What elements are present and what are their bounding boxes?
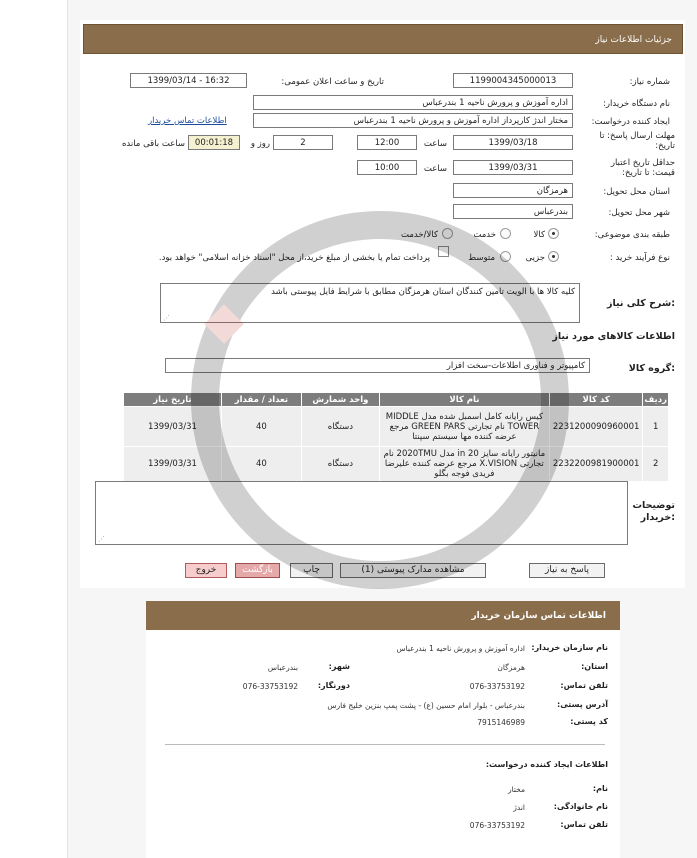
announce-datetime-label: تاریخ و ساعت اعلان عمومی: <box>281 77 384 87</box>
contact-fax-label: دورنگار: <box>317 681 350 690</box>
col-index: ردیف <box>644 394 667 405</box>
attachments-button[interactable]: مشاهده مدارک پیوستی (1) <box>340 563 486 578</box>
resize-grip-icon[interactable]: ⋰ <box>163 314 170 322</box>
goods-group-field: کامپیوتر و فناوری اطلاعات-سخت افزار <box>165 358 590 373</box>
buyer-org-field: اداره آموزش و پرورش ناحیه 1 بندرعباس <box>253 95 573 110</box>
contact-phone-value: 076-33753192 <box>469 682 525 691</box>
price-validity-date-field: 1399/03/31 <box>453 160 573 175</box>
purchase-type-label: نوع فرآیند خرید : <box>609 253 670 263</box>
days-label: روز و <box>250 139 270 149</box>
category-goods-label: کالا <box>533 230 545 240</box>
row-unit: دستگاه <box>301 447 379 482</box>
table-header-row <box>124 393 669 407</box>
deadline-date-field: 1399/03/18 <box>453 135 573 150</box>
days-remaining-field: 2 <box>273 135 333 150</box>
back-button[interactable]: بازگشت <box>235 563 280 578</box>
row-code: 2231200090960001 <box>549 407 643 447</box>
contact-org-value: اداره آموزش و پرورش ناحیه 1 بندرعباس <box>396 644 525 653</box>
category-goods-radio[interactable] <box>548 228 559 239</box>
print-button[interactable]: چاپ <box>290 563 333 578</box>
col-qty: تعداد / مقدار <box>221 393 301 407</box>
contact-city-label: شهر: <box>328 662 350 671</box>
row-date: 1399/03/31 <box>124 447 222 482</box>
goods-group-label: گروه کالا: <box>628 363 675 374</box>
row-code: 2232200981900001 <box>549 447 643 482</box>
row-unit: دستگاه <box>301 407 379 447</box>
creator-phone-value: 076-33753192 <box>469 821 525 830</box>
creator-phone-label: تلفن تماس: <box>560 820 608 829</box>
deadline-label: مهلت ارسال پاسخ: تا تاریخ: <box>599 131 675 151</box>
category-label: طبقه بندی موضوعی: <box>594 230 670 240</box>
requester-label: ایجاد کننده درخواست: <box>591 117 670 127</box>
contact-phone-label: تلفن تماس: <box>560 681 608 690</box>
page-title: جزئیات اطلاعات نیاز <box>83 24 683 54</box>
row-name: کیس رایانه کامل اسمبل شده مدل MIDDLE TOWER نام تجارتی GREEN PARS مرجع عرضه کننده مها سیستم سپنتا <box>379 407 549 447</box>
category-both-radio[interactable] <box>442 228 453 239</box>
requester-field: مختار اندژ کارپرداز اداره آموزش و پرورش ناحیه 1 بندرعباس <box>253 113 573 128</box>
creator-name-label: نام: <box>592 784 608 793</box>
row-qty: 40 <box>221 447 301 482</box>
creator-family-value: اندژ <box>513 803 525 812</box>
province-field: هرمزگان <box>453 183 573 198</box>
contact-fax-value: 076-33753192 <box>242 682 298 691</box>
contact-postal-value: 7915146989 <box>477 718 525 727</box>
col-name: نام کالا <box>379 393 549 407</box>
creator-heading: اطلاعات ایجاد کننده درخواست: <box>485 760 608 769</box>
contact-province-label: استان: <box>581 662 608 671</box>
contact-postal-label: کد پستی: <box>570 717 608 726</box>
creator-family-label: نام خانوادگی: <box>553 802 608 811</box>
time-remaining-field: 00:01:18 <box>188 135 240 150</box>
price-validity-time-field: 10:00 <box>357 160 417 175</box>
buyer-notes-field <box>95 481 628 545</box>
time-remaining-label: ساعت باقی مانده <box>121 139 185 149</box>
purchase-minor-label: جزیی <box>525 253 545 263</box>
row-index: 2 <box>643 447 669 482</box>
description-field: کلیه کالا ها با الویت تامین کنندگان استان هرمزگان مطابق با شرایط فایل پیوستی باشد <box>160 283 580 323</box>
contact-city-value: بندرعباس <box>267 663 298 672</box>
creator-name-value: مختار <box>507 785 525 794</box>
category-service-radio[interactable] <box>500 228 511 239</box>
price-validity-time-label: ساعت <box>423 164 447 174</box>
row-index: 1 <box>643 407 669 447</box>
buyer-org-label: نام دستگاه خریدار: <box>603 99 670 109</box>
buyer-notes-label: توضیحات خریدار: <box>632 500 675 523</box>
col-code: کد کالا <box>549 393 643 407</box>
resize-grip-icon[interactable]: ⋰ <box>98 535 105 543</box>
reply-button[interactable]: پاسخ به نیاز <box>529 563 605 578</box>
contact-province-value: هرمزگان <box>497 663 525 672</box>
contact-card-title: اطلاعات تماس سازمان خریدار <box>146 601 620 630</box>
goods-heading: اطلاعات کالاهای مورد نیاز <box>552 331 675 342</box>
contact-address-label: آدرس پستی: <box>557 700 608 709</box>
city-label: شهر محل تحویل: <box>608 208 670 218</box>
deadline-time-label: ساعت <box>423 139 447 149</box>
row-qty: 40 <box>221 407 301 447</box>
row-name: مانیتور رایانه سایز 20 in مدل 2020TMU نام تجارتی X.VISION مرجع عرضه کننده علیرضا فریدی فوجه بگلو <box>379 447 549 482</box>
province-label: استان محل تحویل: <box>603 187 670 197</box>
goods-table <box>123 392 669 482</box>
treasury-bonds-checkbox[interactable] <box>438 246 449 257</box>
description-label: شرح کلی نیاز: <box>606 298 675 309</box>
treasury-bonds-note: پرداخت تمام یا بخشی از مبلغ خرید،از محل "اسناد خزانه اسلامی" خواهد بود. <box>158 253 430 263</box>
table-row <box>124 407 669 447</box>
deadline-time-field: 12:00 <box>357 135 417 150</box>
need-number-field: 1199004345000013 <box>453 73 573 88</box>
category-service-label: خدمت <box>473 230 496 240</box>
table-row <box>124 447 669 482</box>
contact-address-value: بندرعباس - بلوار امام حسین (ع) - پشت پمپ بنزین خلیج فارس <box>327 701 525 710</box>
buyer-contact-link[interactable]: اطلاعات تماس خریدار <box>148 116 227 126</box>
col-date: تاریخ نیاز <box>124 393 222 407</box>
purchase-medium-radio[interactable] <box>500 251 511 262</box>
col-unit: واحد شمارش <box>301 393 379 407</box>
category-both-label: کالا/خدمت <box>401 230 438 240</box>
exit-button[interactable]: خروج <box>185 563 227 578</box>
city-field: بندرعباس <box>453 204 573 219</box>
contact-org-label: نام سازمان خریدار: <box>531 643 608 652</box>
announce-datetime-field: 1399/03/14 - 16:32 <box>130 73 247 88</box>
price-validity-label: حداقل تاریخ اعتبار قیمت: تا تاریخ: <box>610 158 675 178</box>
purchase-minor-radio[interactable] <box>548 251 559 262</box>
need-number-label: شماره نیاز: <box>629 77 670 87</box>
purchase-medium-label: متوسط <box>468 253 495 263</box>
row-date: 1399/03/31 <box>124 407 222 447</box>
divider <box>165 744 605 745</box>
